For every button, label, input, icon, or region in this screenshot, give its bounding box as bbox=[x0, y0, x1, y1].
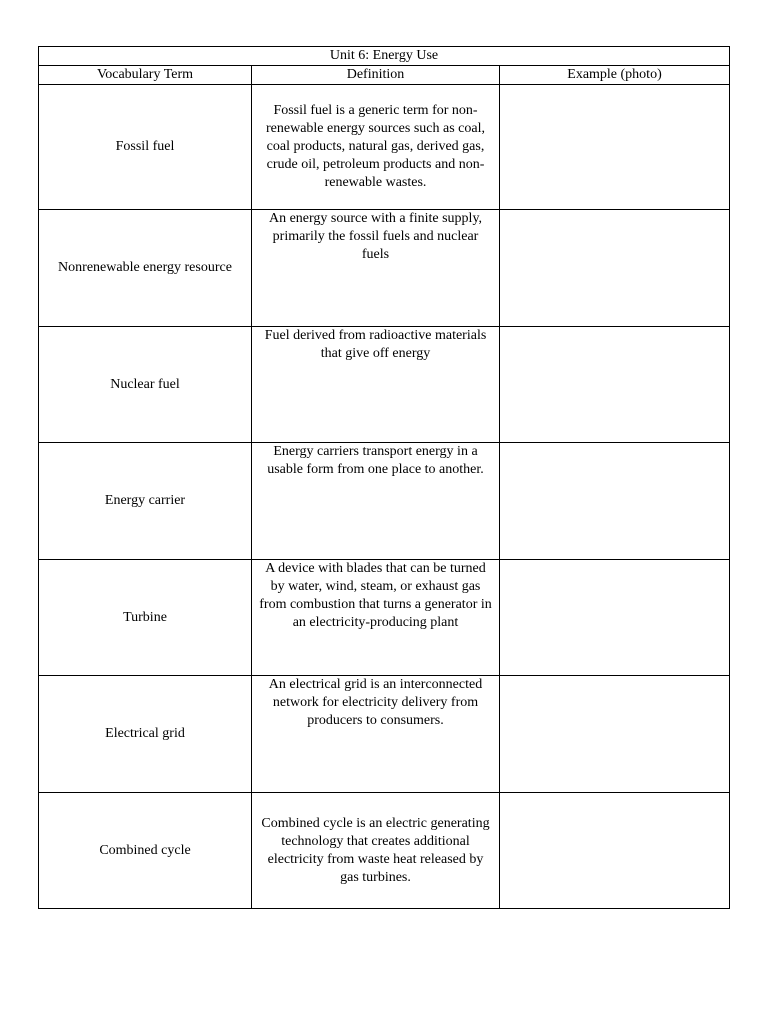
definition-cell: Fuel derived from radioactive materials that give off energy bbox=[252, 327, 500, 443]
example-photo-cell bbox=[500, 443, 730, 560]
term-cell: Energy carrier bbox=[39, 443, 252, 560]
term-cell: Turbine bbox=[39, 560, 252, 676]
table-row bbox=[39, 210, 730, 327]
example-photo-cell bbox=[500, 676, 730, 793]
definition-cell: An energy source with a finite supply, primarily the fossil fuels and nuclear fuels bbox=[252, 210, 500, 327]
table-title: Unit 6: Energy Use bbox=[39, 47, 730, 66]
table-row bbox=[39, 793, 730, 909]
vocabulary-table bbox=[38, 46, 730, 909]
example-photo-cell bbox=[500, 793, 730, 909]
definition-cell: A device with blades that can be turned by water, wind, steam, or exhaust gas from combustion that turns a generator in an electricity-producing plant bbox=[252, 560, 500, 676]
table-row bbox=[39, 85, 730, 210]
term-cell: Fossil fuel bbox=[39, 85, 252, 210]
table-row bbox=[39, 560, 730, 676]
header-vocabulary-term: Vocabulary Term bbox=[39, 66, 252, 85]
header-example-photo: Example (photo) bbox=[500, 66, 730, 85]
term-cell: Electrical grid bbox=[39, 676, 252, 793]
term-cell: Combined cycle bbox=[39, 793, 252, 909]
example-photo-cell bbox=[500, 327, 730, 443]
table-row bbox=[39, 327, 730, 443]
example-photo-cell bbox=[500, 560, 730, 676]
definition-cell: Fossil fuel is a generic term for non-renewable energy sources such as coal, coal products, natural gas, derived gas, crude oil, petroleum products and non-renewable wastes. bbox=[252, 85, 500, 210]
definition-cell: Combined cycle is an electric generating technology that creates additional electricity from waste heat released by gas turbines. bbox=[252, 793, 500, 909]
header-definition: Definition bbox=[252, 66, 500, 85]
term-cell: Nuclear fuel bbox=[39, 327, 252, 443]
table-row bbox=[39, 443, 730, 560]
table-title-row bbox=[39, 47, 730, 66]
table-header-row bbox=[39, 66, 730, 85]
table-row bbox=[39, 676, 730, 793]
definition-cell: Energy carriers transport energy in a usable form from one place to another. bbox=[252, 443, 500, 560]
example-photo-cell bbox=[500, 85, 730, 210]
definition-cell: An electrical grid is an interconnected network for electricity delivery from producers to consumers. bbox=[252, 676, 500, 793]
term-cell: Nonrenewable energy resource bbox=[39, 210, 252, 327]
example-photo-cell bbox=[500, 210, 730, 327]
